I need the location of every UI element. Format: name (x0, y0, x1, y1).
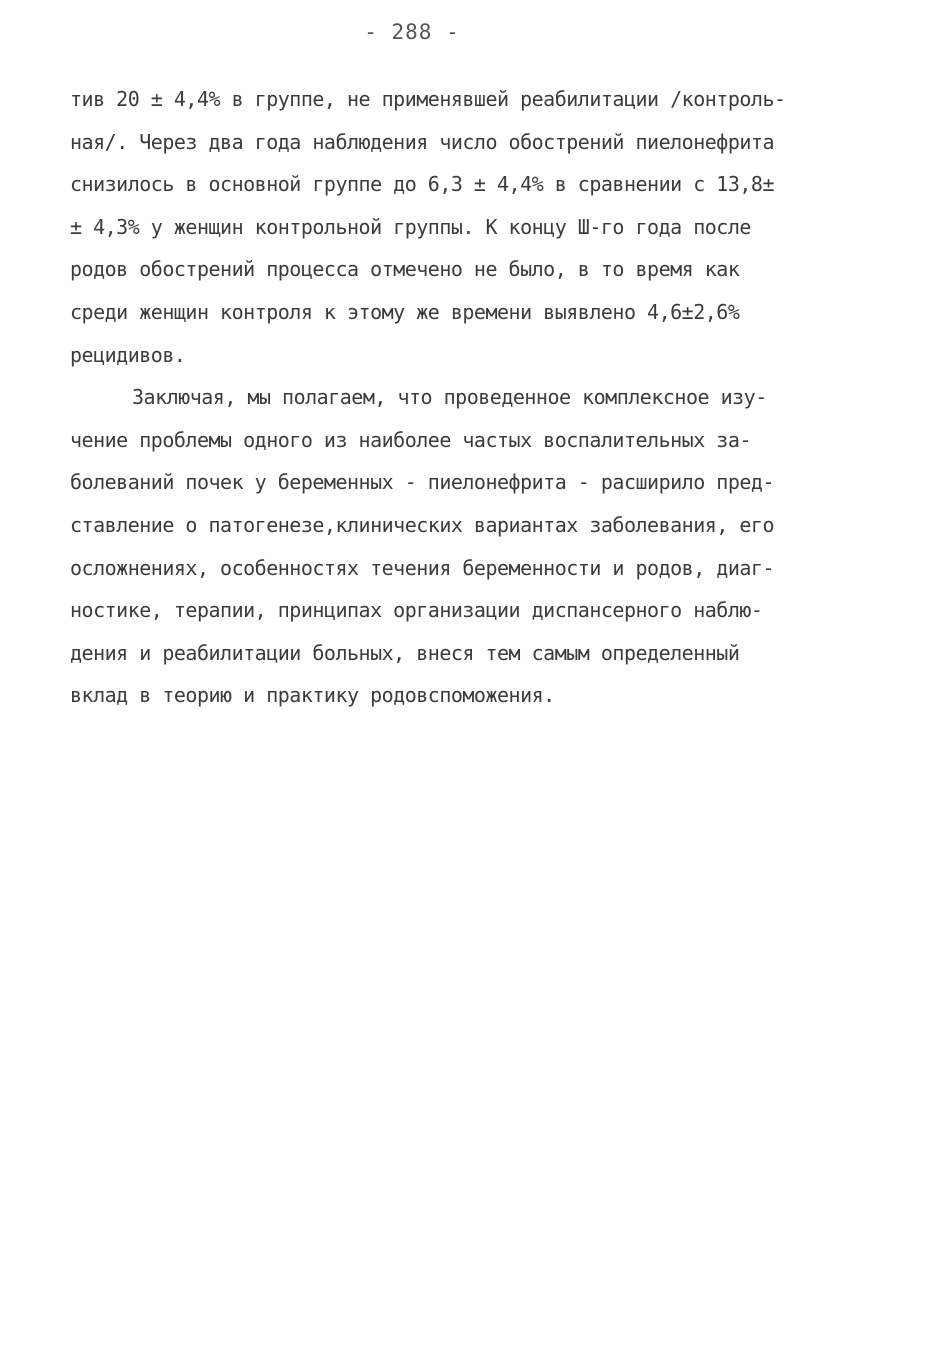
text-line: ная/. Через два года наблюдения число обострений пиелонефрита (70, 129, 775, 154)
paragraph-2 (70, 376, 870, 717)
text-line: болеваний почек у беременных - пиелонефрита - расширило пред- (70, 470, 775, 495)
body-text (70, 78, 870, 717)
text-line: ностике, терапии, принципах организации диспансерного наблю- (70, 598, 763, 623)
text-line: чение проблемы одного из наиболее частых воспалительных за- (70, 427, 751, 452)
text-line: снизилось в основной группе до 6,3 ± 4,4% в сравнении с 13,8± (70, 172, 775, 197)
text-line: среди женщин контроля к этому же времени выявлено 4,6±2,6% (70, 299, 740, 324)
text-line: родов обострений процесса отмечено не было, в то время как (70, 257, 740, 282)
text-line: ± 4,3% у женщин контрольной группы. К концу Ш-го года после (70, 214, 751, 239)
paragraph-1 (70, 78, 870, 376)
text-line: рецидивов. (70, 342, 186, 367)
text-line: вклад в теорию и практику родовспоможения. (70, 683, 555, 708)
text-line: Заключая, мы полагаем, что проведенное комплексное изу- (132, 385, 767, 410)
text-line: осложнениях, особенностях течения беременности и родов, диаг- (70, 555, 775, 580)
text-line: ставление о патогенезе,клинических вариантах заболевания, его (70, 512, 775, 537)
text-line: тив 20 ± 4,4% в группе, не применявшей реабилитации /контроль- (70, 87, 786, 111)
page-number: - 288 - (364, 20, 460, 44)
text-line: дения и реабилитации больных, внеся тем самым определенный (70, 640, 740, 665)
